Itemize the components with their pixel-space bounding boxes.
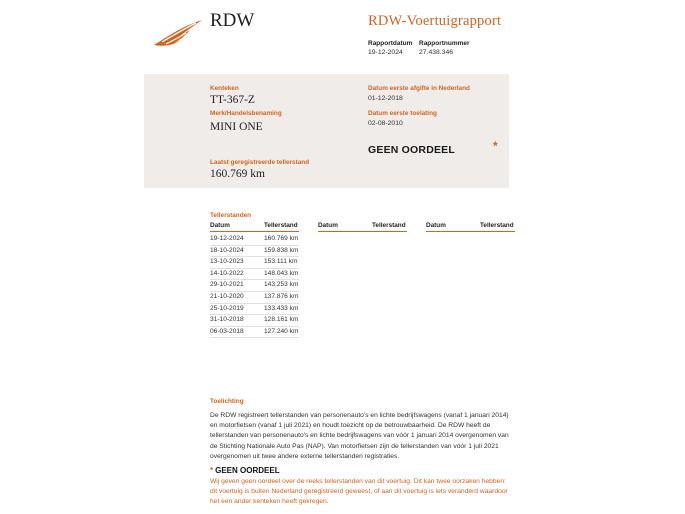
verdict-asterisk: * [493, 139, 498, 153]
brand-value: MINI ONE [210, 121, 263, 133]
verdict: GEEN OORDEEL [368, 144, 455, 156]
odometer-section-label: Tellerstanden [210, 212, 252, 219]
row-date: 13-10-2023 [210, 258, 244, 266]
verdict-explanation-paragraph: Wij geven geen oordeel over de reeks tellerstanden van dit voertuig. Dit kan twee oorzaken hebben: dit voertuig is buiten Nederland geregistreerd geweest, of aan dit voertuig is iets veranderd waardoor het een ander kenteken heeft gekregen. [210, 478, 508, 506]
first-admission-label: Datum eerste toelating [368, 110, 437, 117]
row-date: 19-12-2024 [210, 235, 244, 242]
row-date: 21-10-2020 [210, 293, 244, 300]
col-divider-2 [318, 231, 407, 232]
row-date: 29-10-2021 [210, 281, 244, 289]
col-divider-1 [210, 231, 299, 232]
row-reading: 148.043 km [264, 269, 299, 277]
report-title: RDW-Voertuigrapport [368, 13, 502, 29]
row-reading: 128.161 km [264, 316, 299, 324]
col-reading-3: Tellerstand [480, 222, 514, 229]
plate-label: Kenteken [210, 85, 239, 92]
col-date-2: Datum [318, 222, 338, 229]
explanation-title: Toelichting [210, 398, 244, 405]
row-date: 25-10-2019 [210, 304, 244, 312]
explanation-verdict-heading [210, 466, 280, 475]
col-date-1: Datum [210, 222, 230, 229]
row-reading: 159.838 km [264, 246, 299, 254]
table-row [210, 326, 299, 339]
row-reading: 143.253 km [264, 281, 299, 289]
first-issue-nl-label: Datum eerste afgifte in Nederland [368, 85, 470, 92]
row-reading: 127.240 km [264, 327, 299, 335]
last-odometer-value: 160.769 km [210, 168, 265, 180]
explanation-verdict-title: GEEN OORDEEL [215, 466, 280, 475]
row-reading: 137.876 km [264, 293, 299, 300]
row-reading: 160.769 km [264, 235, 299, 242]
col-divider-3 [426, 231, 515, 232]
col-reading-1: Tellerstand [264, 222, 298, 229]
row-date: 14-10-2022 [210, 269, 244, 277]
row-date: 18-10-2024 [210, 246, 244, 254]
explanation-verdict-asterisk: * [210, 466, 214, 475]
first-issue-nl-value: 01-12-2018 [368, 95, 403, 102]
brand-name: RDW [210, 10, 255, 31]
row-reading: 133.433 km [264, 304, 299, 312]
last-odometer-label: Laatst geregistreerde tellerstand [210, 159, 310, 166]
col-date-3: Datum [426, 222, 446, 229]
explanation-paragraph: De RDW registreert tellerstanden van personenauto's en lichte bedrijfswagens (vanaf 1 januari 2014) en motorfietsen (vanaf 1 juli 2021) en houdt toezicht op de betrouwbaarheid. De RDW heeft de tellerstanden van personenauto's en lichte bedrijfswagens van vóór 1 januari 2014 overgenomen van de Stichting Nationale Auto Pas (NAP). Van motorfietsen zijn de tellerstanden van vóór 1 juli 2021 overgenomen uit twee andere externe tellerstanden registraties. [210, 412, 509, 460]
report-number-label: Rapportnummer [419, 40, 470, 47]
rdw-logo-icon [152, 18, 204, 48]
plate-value: TT-367-Z [210, 94, 255, 106]
row-reading: 153.111 km [264, 258, 298, 266]
col-reading-2: Tellerstand [372, 222, 406, 229]
row-date: 31-10-2018 [210, 316, 244, 324]
report-date-label: Rapportdatum [368, 40, 413, 47]
brand-label: Merk/Handelsbenaming [210, 110, 282, 117]
report-number: 27.438.346 [419, 49, 454, 56]
report-date: 19-12-2024 [368, 49, 403, 56]
row-date: 06-03-2018 [210, 327, 244, 335]
first-admission-value: 02-08-2010 [368, 120, 403, 127]
